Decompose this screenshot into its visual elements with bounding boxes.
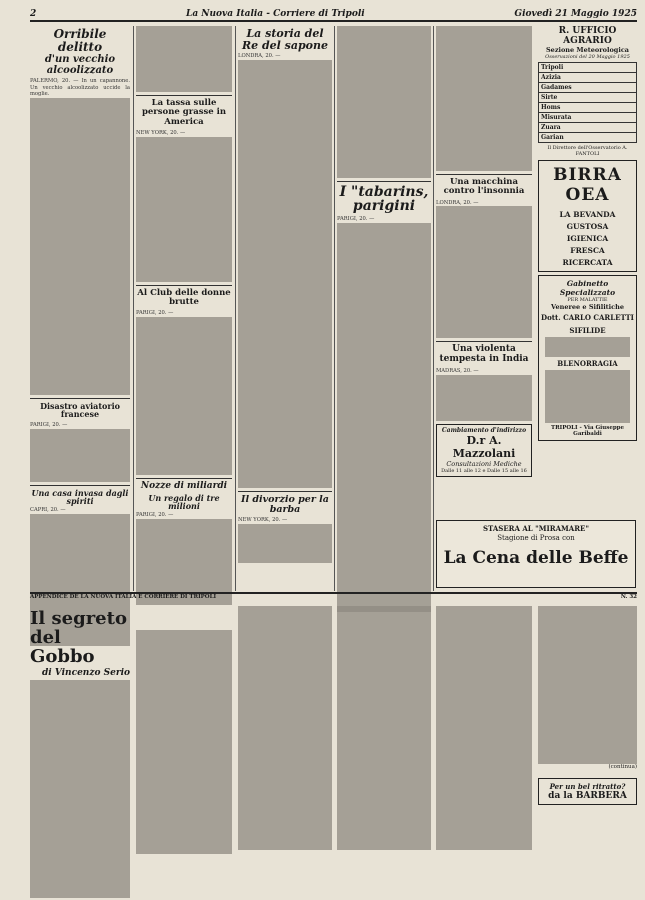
meteo-row: Gadames bbox=[539, 83, 636, 93]
feuilleton-col-4 bbox=[337, 606, 431, 850]
feuilleton-col-6 bbox=[538, 606, 637, 808]
ad-hours: Dalle 11 alle 12 e Dalle 15 alle 16 bbox=[441, 467, 527, 474]
meteo-row: Misurata bbox=[539, 113, 636, 123]
meteo-row: Homs bbox=[539, 103, 636, 113]
article-heading: I "tabarins, parigini bbox=[339, 183, 429, 215]
issue-date: Giovedì 21 Maggio 1925 bbox=[514, 9, 637, 19]
article-heading: Nozze di miliardi bbox=[140, 481, 228, 492]
article-heading: Disastro aviatorio francese bbox=[40, 400, 120, 420]
article-dateline: NEW YORK, 20. — bbox=[136, 129, 186, 136]
article-dateline: NEW YORK, 20. — bbox=[238, 517, 288, 524]
gabinetto-ad: Gabinetto Specializzato PER MALATTIE Veneree e Sifilitiche Dott. CARLO CARLETTI SIFILIDE BLENORRAGIA TRIPOLI - Via Giuseppe Garibaldi bbox=[538, 275, 637, 441]
article-heading: Una casa invasa dagli spiriti bbox=[31, 487, 129, 507]
meteo-footer: Il Direttore dell'Osservatorio A. FANTOLI bbox=[547, 145, 628, 157]
birra-ad: BIRRA OEA LA BEVANDA GUSTOSA IGIENICA FRESCA RICERCATA bbox=[538, 160, 637, 272]
article-dateline: PARIGI, 20. — bbox=[30, 422, 68, 429]
ad-title: Cambiamento d'indirizzo bbox=[441, 426, 527, 434]
article-heading: La tassa sulle persone grasse in America bbox=[141, 97, 227, 127]
meteo-subtitle: Sezione Meteorologica bbox=[545, 46, 629, 54]
masthead: La Nuova Italia - Corriere di Tripoli bbox=[185, 9, 365, 19]
meteo-row: Azizia bbox=[539, 73, 636, 83]
article-title: Orribile delitto bbox=[53, 27, 107, 54]
feuilleton-label: APPENDICE DE LA NUOVA ITALIA E CORRIERE DI TRIPOLI bbox=[30, 594, 217, 600]
column-5 bbox=[436, 26, 532, 480]
column-rule bbox=[133, 26, 134, 591]
feuilleton-title: Il segreto del Gobbo bbox=[30, 608, 127, 667]
feuilleton-number: N. 32 bbox=[620, 594, 637, 600]
article-subheading: Un regalo di tre milioni bbox=[148, 492, 220, 511]
ad-sub: Consultazioni Mediche bbox=[446, 459, 522, 468]
feuilleton-col-2 bbox=[136, 606, 232, 854]
column-3 bbox=[238, 26, 332, 563]
meteo-table bbox=[538, 62, 637, 143]
feuilleton-col-1 bbox=[30, 606, 130, 898]
meteo-row: Sirte bbox=[539, 93, 636, 103]
ad-name: D.r A. Mazzolani bbox=[452, 433, 516, 460]
teatro-ad: STASERA AL "MIRAMARE" Stagione di Prosa con La Cena delle Beffe bbox=[436, 520, 636, 588]
article-heading: Al Club delle donne brutte bbox=[137, 287, 231, 307]
top-rule bbox=[30, 20, 637, 22]
column-1 bbox=[30, 26, 130, 646]
article-body bbox=[30, 98, 130, 395]
ads-column bbox=[538, 26, 637, 444]
ad-brand: BIRRA OEA bbox=[553, 165, 622, 205]
article-dateline: PARIGI, 20. — bbox=[136, 512, 174, 519]
meteo-note: Osservazioni del 20 Maggio 1925 bbox=[545, 54, 630, 60]
page-number: 2 bbox=[30, 9, 37, 19]
article-heading: Una violenta tempesta in India bbox=[439, 344, 529, 365]
article-dateline: MADRAS, 20. — bbox=[436, 368, 479, 374]
article-dateline: LONDRA, 20. — bbox=[436, 199, 479, 206]
article-dateline: PARIGI, 20. — bbox=[337, 216, 375, 223]
article-heading: La storia del Re del sapone bbox=[241, 27, 328, 52]
column-2 bbox=[136, 26, 232, 605]
article-subtitle: d'un vecchio alcoolizzato bbox=[44, 54, 116, 76]
column-rule bbox=[334, 26, 335, 591]
article-dateline: PARIGI, 20. — bbox=[136, 310, 174, 317]
feuilleton-col-3 bbox=[238, 606, 332, 850]
article-heading: Il divorzio per la barba bbox=[241, 494, 329, 516]
column-rule bbox=[235, 26, 236, 591]
article-lead: PALERMO, 20. — In un capannone. Un vecchio alcoolizzato uccide la moglie. bbox=[30, 78, 130, 98]
feuilleton-continua: (continua) bbox=[608, 764, 637, 771]
meteo-row: Zuara bbox=[539, 123, 636, 133]
article-heading: Una macchina contro l'insonnia bbox=[443, 177, 525, 197]
barbera-ad: Per un bel ritratto? da la BARBERA bbox=[538, 778, 637, 805]
column-4 bbox=[337, 26, 431, 612]
meteo-row: Tripoli bbox=[539, 63, 636, 73]
meteo-title: R. UFFICIO AGRARIO bbox=[558, 26, 617, 46]
feuilleton-header bbox=[30, 594, 637, 604]
article-dateline: CAPRI, 20. — bbox=[30, 507, 66, 514]
feuilleton-col-5 bbox=[436, 606, 532, 850]
article-dateline: LONDRA, 20. — bbox=[238, 53, 281, 60]
column-rule bbox=[433, 26, 434, 591]
play-title: La Cena delle Beffe bbox=[443, 548, 629, 568]
mazzolani-ad bbox=[436, 424, 532, 477]
meteo-row: Garian bbox=[541, 134, 564, 141]
feuilleton-author: di Vincenzo Serio bbox=[41, 668, 130, 678]
